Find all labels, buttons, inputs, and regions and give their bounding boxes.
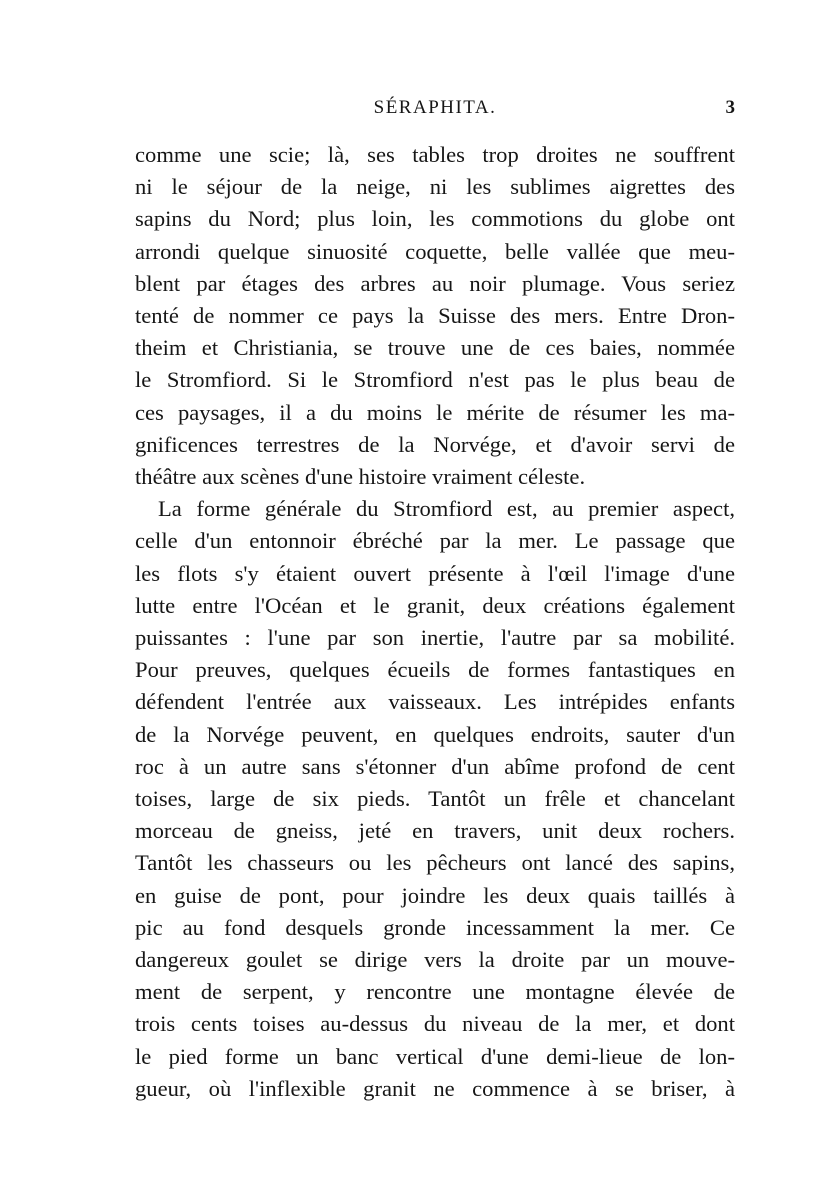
text-line: tenté de nommer ce pays la Suisse des mers. Entre Dron-: [135, 303, 735, 329]
text-line: theim et Christiania, se trouve une de ces baies, nommée: [135, 335, 735, 361]
running-head: [135, 93, 735, 123]
text-line: puissantes : l'une par son inertie, l'autre par sa mobilité.: [135, 625, 735, 651]
text-line: celle d'un entonnoir ébréché par la mer. Le passage que: [135, 528, 735, 554]
page-number: 3: [725, 97, 735, 118]
text-line: en guise de pont, pour joindre les deux quais taillés à: [135, 882, 735, 908]
text-line: les flots s'y étaient ouvert présente à l'œil l'image d'une: [135, 560, 735, 586]
text-line: ment de serpent, y rencontre une montagne élevée de: [135, 979, 735, 1005]
text-line: roc à un autre sans s'étonner d'un abîme profond de cent: [135, 753, 735, 779]
text-line: Tantôt les chasseurs ou les pêcheurs ont lancé des sapins,: [135, 850, 735, 876]
running-title: SÉRAPHITA.: [373, 97, 497, 118]
text-line: de la Norvége peuvent, en quelques endroits, sauter d'un: [135, 721, 735, 747]
text-line: le pied forme un banc vertical d'une demi-lieue de lon-: [135, 1043, 735, 1069]
text-line: gnificences terrestres de la Norvége, et d'avoir servi de: [135, 431, 735, 457]
paragraph-end-line: théâtre aux scènes d'une histoire vraiment céleste.: [135, 464, 586, 490]
text-line: le Stromfiord. Si le Stromfiord n'est pas le plus beau de: [135, 367, 735, 393]
text-line: ces paysages, il a du moins le mérite de résumer les ma-: [135, 399, 735, 425]
text-line: sapins du Nord; plus loin, les commotions du globe ont: [135, 206, 735, 232]
text-line: comme une scie; là, ses tables trop droites ne souffrent: [135, 142, 735, 167]
text-line: morceau de gneiss, jeté en travers, unit deux rochers.: [135, 818, 735, 844]
text-line: trois cents toises au-dessus du niveau de la mer, et dont: [135, 1011, 735, 1037]
text-line: défendent l'entrée aux vaisseaux. Les intrépides enfants: [135, 689, 735, 715]
text-line: dangereux goulet se dirige vers la droite par un mouve-: [135, 947, 735, 973]
text-line: ni le séjour de la neige, ni les sublimes aigrettes des: [135, 174, 735, 200]
paragraph-start-line: La forme générale du Stromfiord est, au premier aspect,: [158, 496, 735, 522]
text-line: pic au fond desquels gronde incessamment la mer. Ce: [135, 914, 735, 940]
text-line: gueur, où l'inflexible granit ne commence à se briser, à: [135, 1075, 735, 1101]
text-line: toises, large de six pieds. Tantôt un frêle et chancelant: [135, 786, 735, 812]
text-line: blent par étages des arbres au noir plumage. Vous seriez: [135, 270, 735, 296]
text-line: Pour preuves, quelques écueils de formes fantastiques en: [135, 657, 735, 683]
body-text: [135, 139, 735, 1105]
text-line: arrondi quelque sinuosité coquette, belle vallée que meu-: [135, 238, 735, 264]
text-line: lutte entre l'Océan et le granit, deux créations également: [135, 592, 735, 618]
